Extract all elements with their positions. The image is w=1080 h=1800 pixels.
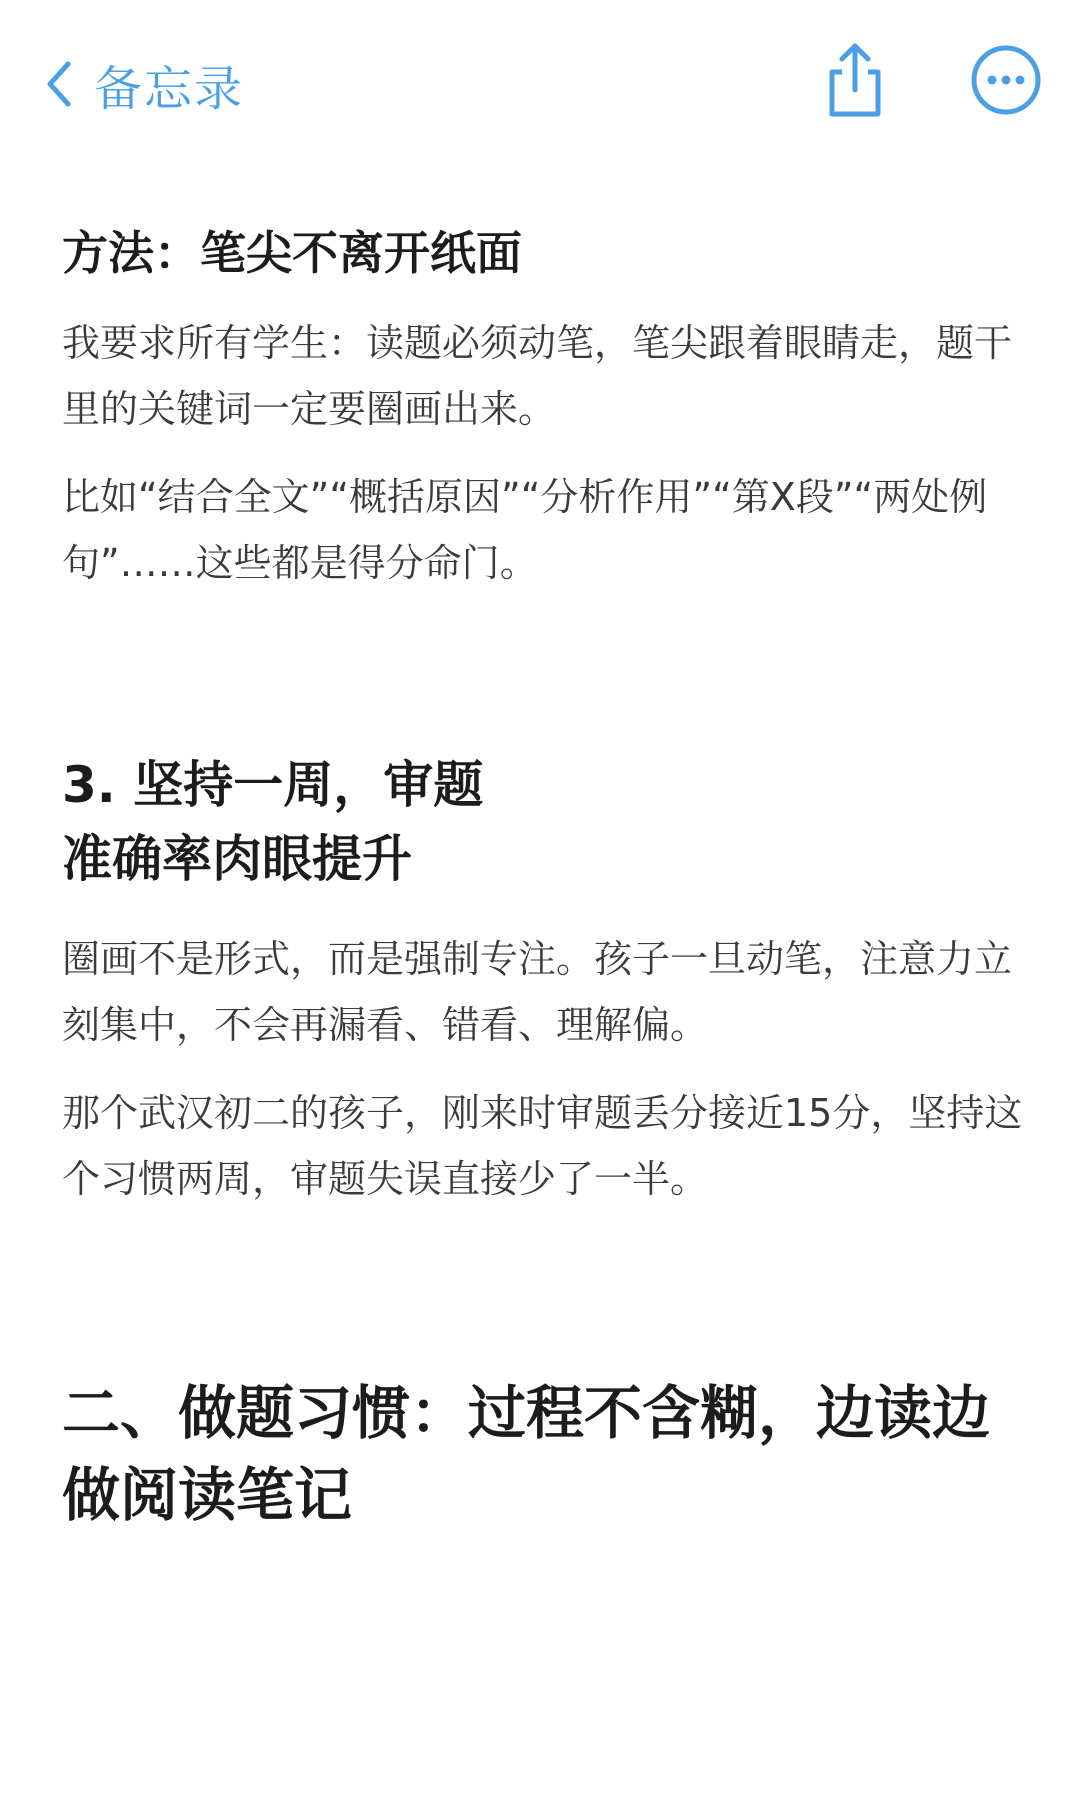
more-button[interactable] xyxy=(970,44,1042,116)
section-3-heading xyxy=(62,748,1024,896)
chevron-left-icon xyxy=(44,59,74,109)
method-paragraph-1: 我要求所有学生：读题必须动笔，笔尖跟着眼睛走，题干里的关键词一定要圈画出来。 xyxy=(62,321,1013,431)
note-body[interactable] xyxy=(62,220,1024,1536)
part-2-heading: 二、做题习惯：过程不含糊，边读边做阅读笔记 xyxy=(62,1379,991,1529)
section-3-heading-line-1: 3. 坚持一周，审题 xyxy=(62,756,484,814)
section-3-paragraph-2: 那个武汉初二的孩子，刚来时审题丢分接近15分，坚持这个习惯两周，审题失误直接少了一半。 xyxy=(62,1091,1023,1201)
share-icon xyxy=(820,40,890,120)
section-3-paragraph-1: 圈画不是形式，而是强制专注。孩子一旦动笔，注意力立刻集中，不会再漏看、错看、理解偏。 xyxy=(62,937,1013,1047)
share-button[interactable] xyxy=(820,40,890,120)
navigation-bar xyxy=(0,0,1080,170)
method-heading: 方法：笔尖不离开纸面 xyxy=(62,226,522,280)
back-label: 备忘录 xyxy=(94,60,245,117)
method-paragraph-2: 比如“结合全文”“概括原因”“分析作用”“第X段”“两处例句”……这些都是得分命门。 xyxy=(62,475,988,585)
ellipsis-circle-icon xyxy=(970,44,1042,116)
section-3-heading-line-2: 准确率肉眼提升 xyxy=(62,830,412,888)
back-button[interactable] xyxy=(44,48,244,120)
